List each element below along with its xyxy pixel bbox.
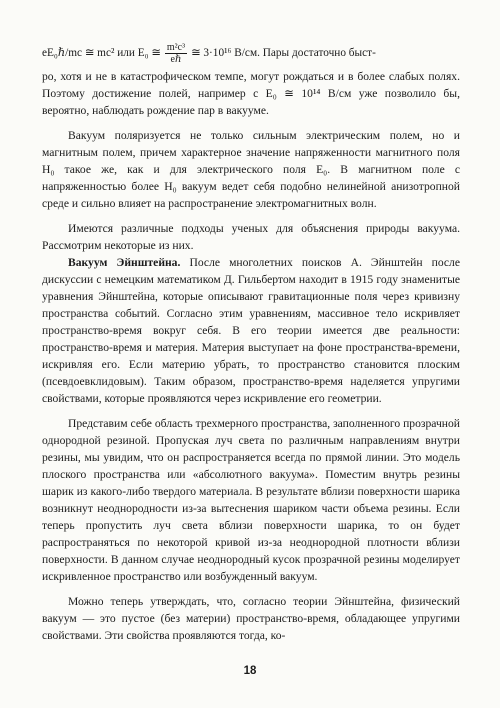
paragraph-2	[42, 127, 460, 212]
paragraph-1	[42, 68, 460, 119]
formula-left: eE₀ℏ/mc ≅ mc² или E₀ ≅	[42, 46, 161, 59]
paragraph-text: Имеются различные подходы ученых для объяснения природы вакуума. Рассмотрим некоторые из них.	[42, 222, 460, 252]
fraction-numerator: m²c³	[166, 41, 186, 53]
paragraph-5	[42, 415, 460, 585]
paragraph-text: Можно теперь утверждать, что, согласно теории Эйнштейна, физический вакуум — это пустое (без материи) пространство-время, обладающее упругими свойствами. Эти свойства проявляются тогда, ко-	[42, 595, 460, 642]
page-number: 18	[243, 665, 257, 677]
formula-line	[42, 38, 460, 68]
paragraph-text: После многолетних поисков А. Эйнштейн после дискуссии с немецким математиком Д. Гильбертом находит в 1915 году знаменитые уравнения Эйнштейна, которые описывают гравитационные поля через кривизну пространства событий. Согласно этим уравнениям, массивное тело искривляет пространство-время вокруг себя. В его теории имеется две реальности: пространство-время и материя. Материя выступает на фоне пространства-времени, искривляя его. Если материю убрать, то пространство становится плоским (псевдоевклидовым). Таким образом, пространство-время наделяется упругими свойствами, которые проявляются через искривление его геометрии.	[42, 256, 460, 405]
paragraph-text: Вакуум поляризуется не только сильным электрическим полем, но и магнитным полем, причем характерное значение напряженности магнитного поля H₀ такое же, как и для электрического поля E₀. В магнитном поле с напряженностью более H₀ вакуум ведет себя подобно нелинейной анизотропной среде и сильно влияет на распространение электромагнитных волн.	[42, 129, 460, 210]
formula-right: ≅ 3·10¹⁶ В/см. Пары достаточно быст-	[191, 46, 376, 59]
fraction-denominator: eℏ	[170, 53, 182, 65]
section-heading-einstein-vacuum: Вакуум Эйнштейна.	[68, 256, 181, 269]
paragraph-6	[42, 593, 460, 644]
paragraph-4	[42, 254, 460, 407]
paragraph-3	[42, 220, 460, 254]
formula-fraction	[165, 42, 187, 65]
paragraph-text: Представим себе область трехмерного пространства, заполненного прозрачной однородной резиной. Пропуская луч света по различным направлениям внутри резины, мы увидим, что он распространяется всегда по прямой линии. Это модель плоского пространства или «абсолютного вакуума». Поместим внутрь резины шарик из какого-либо твердого материала. В результате вблизи поверхности шарика возникнут неоднородности из-за вытеснения шариком части объема резины. Если теперь пропустить луч света вблизи поверхности шарика, то он будет распространяться по некоторой кривой из-за неоднородной плотности вблизи поверхности. В данном случае неоднородный кусок прозрачной резины моделирует искривленное пространство или возбужденный вакуум.	[42, 417, 460, 583]
paragraph-text: ро, хотя и не в катастрофическом темпе, могут рождаться и в более слабых полях. Поэтому достижение полей, например с E₀ ≅ 10¹⁴ В/см уже позволило бы, вероятно, наблюдать рождение пар в вакууме.	[42, 70, 460, 117]
